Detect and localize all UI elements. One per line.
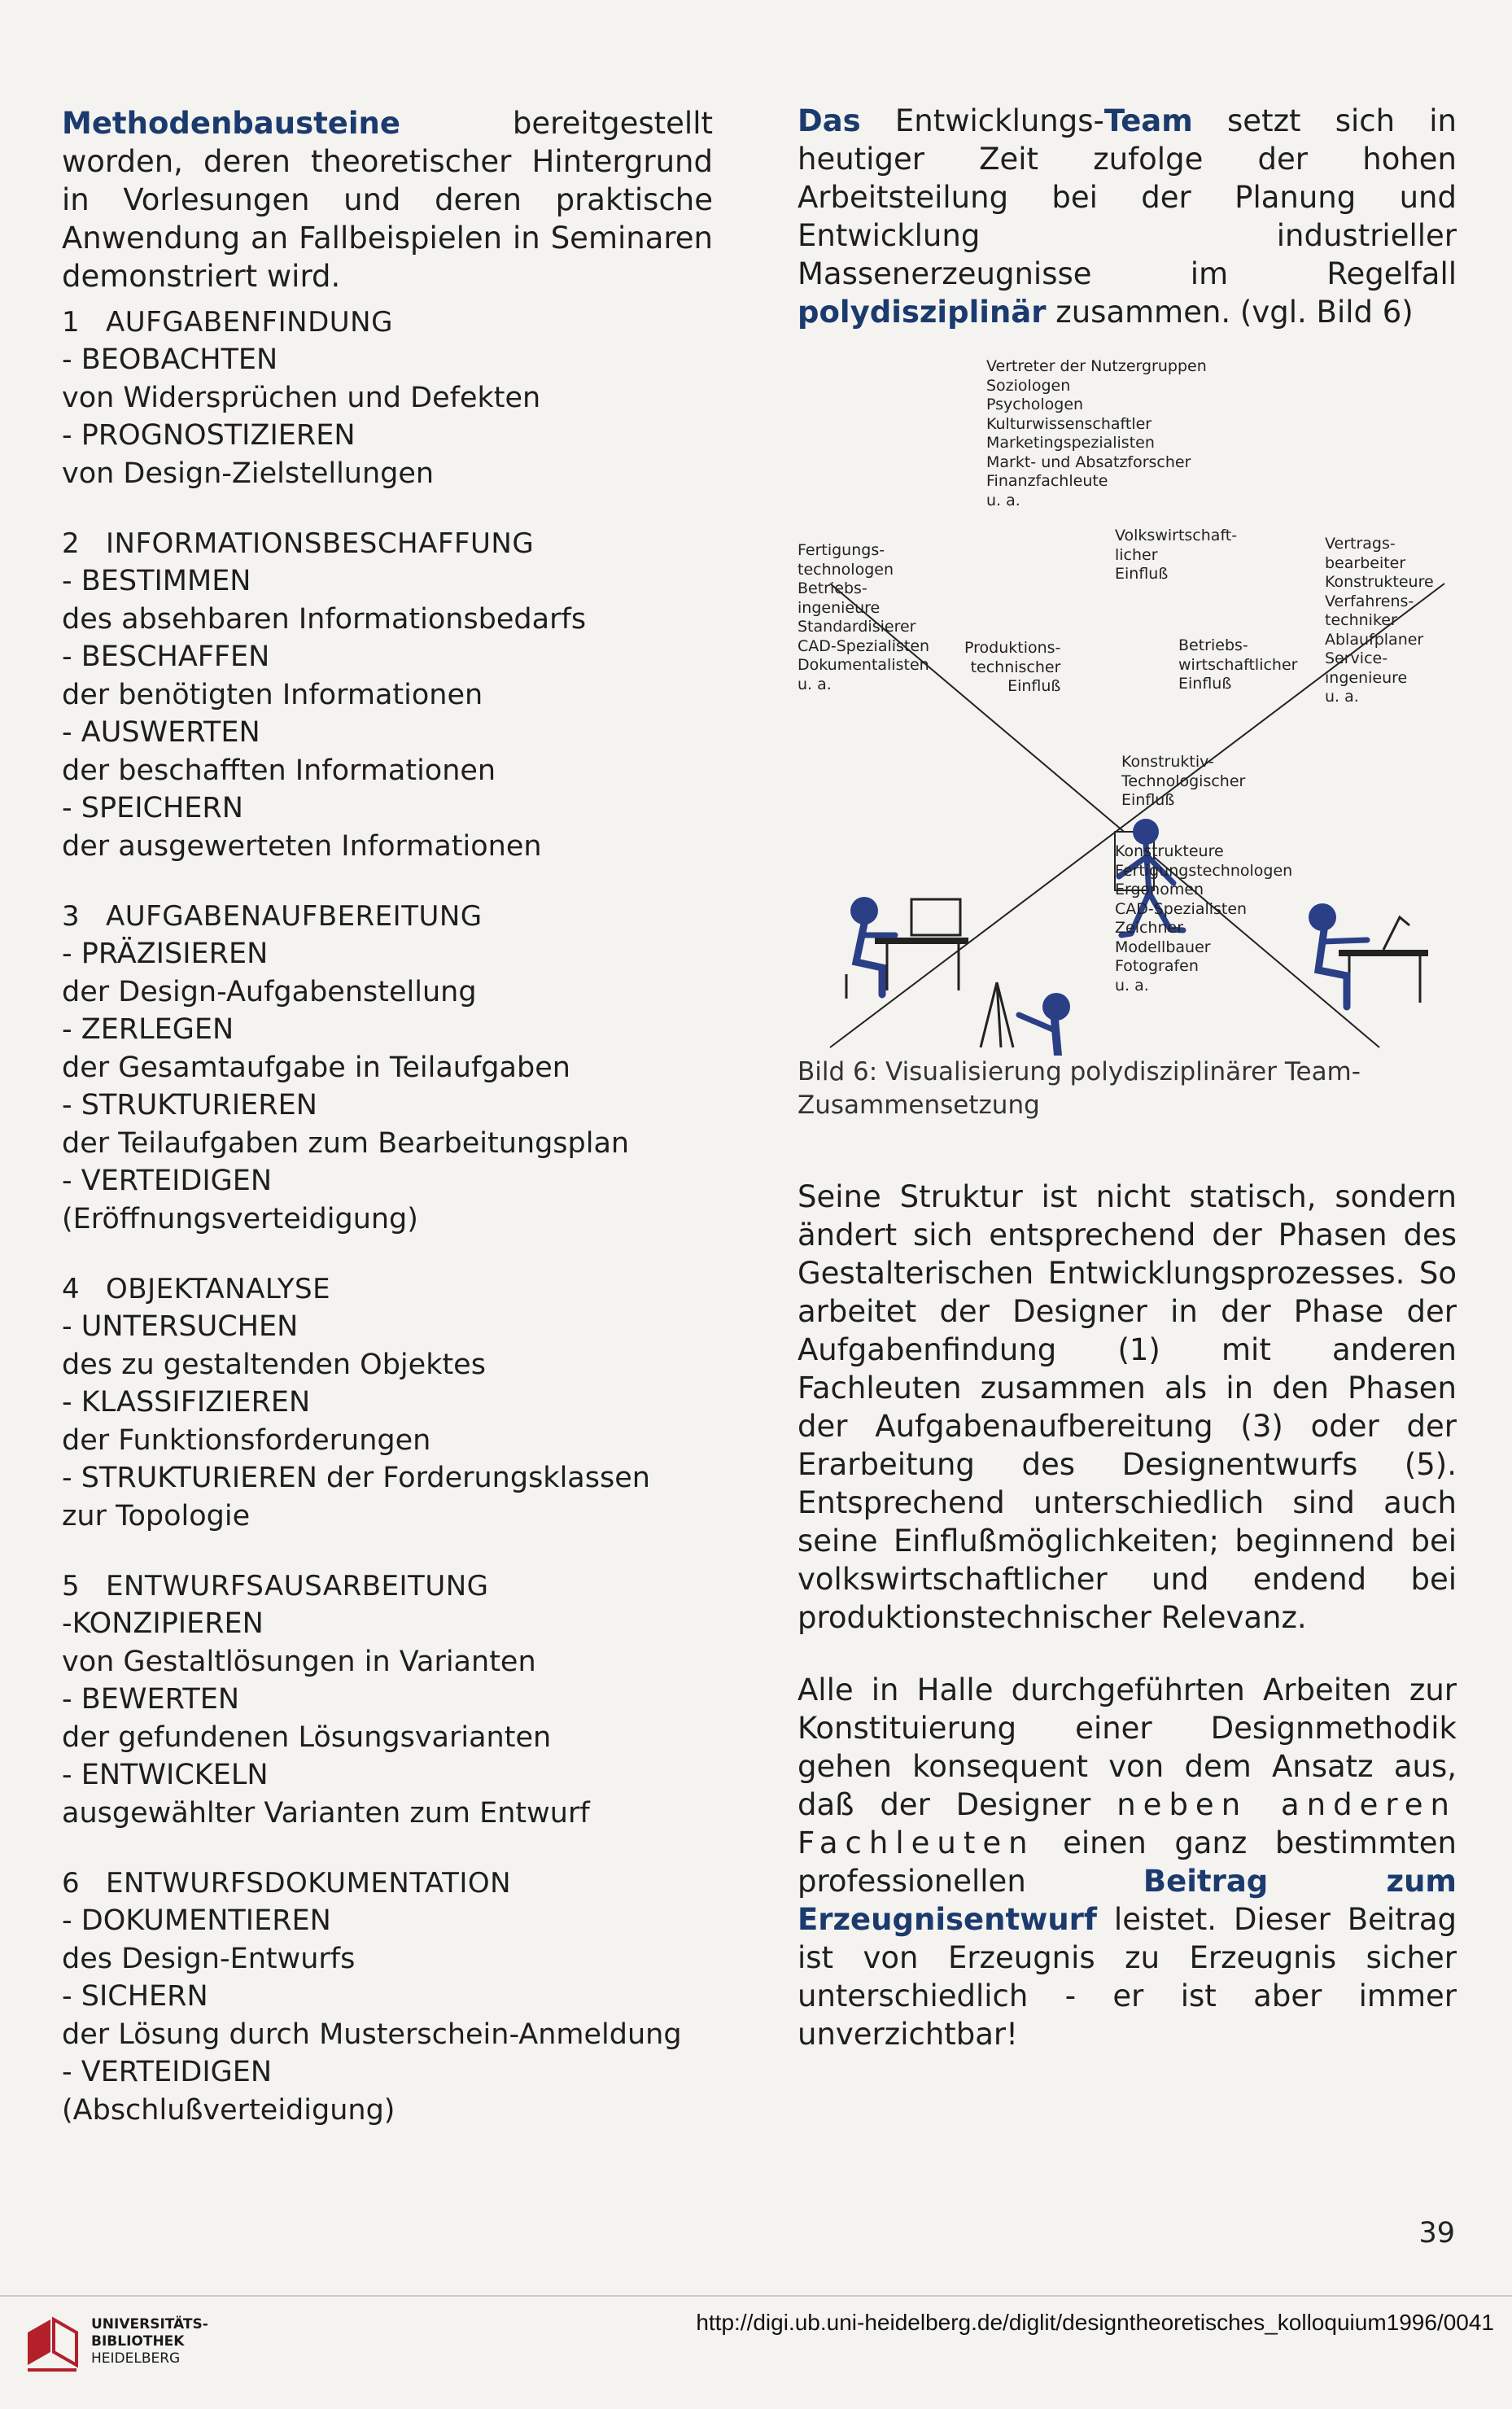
footer-divider	[0, 2295, 1512, 2297]
step-line: - PROGNOSTIZIEREN	[62, 419, 356, 452]
step-heading: ENTWURFSAUSARBEITUNG	[106, 1570, 489, 1602]
desk-worker-right-icon	[1309, 903, 1428, 1007]
body-text: zusammen. (vgl. Bild 6)	[1046, 295, 1414, 330]
desk-worker-left-icon	[846, 897, 968, 999]
step-line: - PRÄZISIEREN	[62, 938, 269, 970]
step-line: des zu gestaltenden Objektes	[62, 1348, 486, 1381]
right-column	[798, 102, 1457, 2053]
step-line: - DOKUMENTIEREN	[62, 1904, 331, 1937]
influence-business: Betriebs- wirtschaftlicher Einfluß	[1178, 636, 1298, 693]
step-line: - AUSWERTEN	[62, 716, 260, 749]
design-experts-group: Konstrukteure Fertigungstechnologen Ergonomen CAD-Spezialisten Zeichner Modellbauer Fotografen u. a.	[1115, 842, 1293, 995]
step-6	[62, 1865, 713, 2129]
page-number: 39	[1418, 2217, 1455, 2249]
source-url-link[interactable]: http://digi.ub.uni-heidelberg.de/diglit/designtheoretisches_kolloquium1996/0041	[696, 2310, 1494, 2335]
body-text: Alle in Halle durchgeführten Arbeiten zur Konstituierung einer Designmethodik gehen konsequent von dem Ansatz aus, daß der Designer	[798, 1672, 1457, 1822]
step-title	[62, 898, 713, 935]
step-line: - STRUKTURIEREN	[62, 1089, 317, 1121]
step-line: - STRUKTURIEREN der Forderungsklassen	[62, 1462, 650, 1494]
step-line: (Eröffnungsverteidigung)	[62, 1202, 418, 1235]
step-line: von Gestaltlösungen in Varianten	[62, 1645, 536, 1678]
body-text: setzt sich in heutiger Zeit zufolge der hohen Arbeitsteilung bei der Planung und Entwicklung industrieller Massenerzeugnisse im Regelfall	[798, 103, 1457, 291]
library-line: HEIDELBERG	[91, 2350, 181, 2367]
step-line: von Design-Zielstellungen	[62, 457, 435, 490]
library-line: UNIVERSITÄTS-	[91, 2316, 208, 2332]
business-experts-group: Vertrags- bearbeiter Konstrukteure Verfahrens- techniker Ablaufplaner Service- ingenieure u. a.	[1325, 535, 1434, 706]
step-number: 5	[62, 1570, 81, 1602]
step-line: - UNTERSUCHEN	[62, 1310, 299, 1343]
step-line: der Funktionsforderungen	[62, 1423, 431, 1457]
body-text: leistet. Dieser Beitrag ist von Erzeugnis zu Erzeugnis sicher unterschiedlich - er ist aber immer unverzichtbar!	[798, 1902, 1457, 2052]
body-text: Entwicklungs-	[860, 103, 1104, 138]
intro-paragraph	[62, 104, 713, 295]
step-heading: AUFGABENFINDUNG	[106, 306, 393, 339]
user-representatives-group: Vertreter der Nutzergruppen Soziologen Psychologen Kulturwissenschaftler Marketingspezialisten Markt- und Absatzforscher Finanzfachleute u. a.	[986, 357, 1207, 509]
step-line: der gefundenen Lösungsvarianten	[62, 1720, 552, 1754]
step-title	[62, 1865, 713, 1902]
step-line: - BEOBACHTEN	[62, 343, 278, 376]
halle-paragraph	[798, 1671, 1457, 2053]
step-line: des Design-Entwurfs	[62, 1942, 356, 1975]
step-5	[62, 1567, 713, 1832]
bold-text: polydisziplinär	[798, 295, 1047, 330]
step-title	[62, 1270, 713, 1308]
step-1	[62, 304, 713, 492]
step-line: - BESTIMMEN	[62, 565, 251, 597]
step-number: 2	[62, 527, 81, 560]
step-heading: AUFGABENAUFBEREITUNG	[106, 900, 483, 933]
step-title	[62, 525, 713, 562]
intro-text: bereitgestellt worden, deren theoretischer Hintergrund in Vorlesungen und deren praktische Anwendung an Fallbeispielen in Seminaren demonstriert wird.	[62, 106, 713, 294]
step-line: (Abschlußverteidigung)	[62, 2093, 395, 2127]
step-line: der benötigten Informationen	[62, 678, 483, 711]
step-line: -KONZIPIEREN	[62, 1607, 264, 1640]
step-4	[62, 1270, 713, 1535]
step-number: 6	[62, 1867, 81, 1900]
step-line: - SPEICHERN	[62, 792, 243, 824]
step-line: der Design-Aufgabenstellung	[62, 975, 477, 1008]
step-line: zur Topologie	[62, 1499, 251, 1532]
step-line: der ausgewerteten Informationen	[62, 829, 542, 863]
step-heading: ENTWURFSDOKUMENTATION	[106, 1867, 512, 1900]
structure-paragraph: Seine Struktur ist nicht statisch, sondern ändert sich entsprechend der Phasen des Gestalterischen Entwicklungsprozesses. So arbeitet der Designer in der Phase der Aufgabenfindung (1) mit anderen Fachleuten zusammen als in den Phasen der Aufgabenaufbereitung (3) oder der Erarbeitung des Designentwurfs (5). Entsprechend unterschiedlich sind auch seine Einflußmöglichkeiten; beginnend bei volkswirtschaftlicher und endend bei produktionstechnischer Relevanz.	[798, 1179, 1457, 1635]
body-text: einen ganz bestimmten professionellen	[798, 1825, 1457, 1899]
step-title	[62, 304, 713, 341]
paragraph-gap	[798, 1637, 1457, 1671]
step-number: 4	[62, 1273, 81, 1305]
step-line: der Gesamtaufgabe in Teilaufgaben	[62, 1051, 570, 1084]
step-number: 3	[62, 900, 81, 933]
step-line: - VERTEIDIGEN	[62, 1165, 273, 1197]
figure-caption: Bild 6: Visualisierung polydisziplinärer Team-Zusammensetzung	[798, 1057, 1361, 1120]
step-line: - KLASSIFIZIEREN	[62, 1386, 311, 1419]
step-line: der Lösung durch Musterschein-Anmeldung	[62, 2018, 682, 2051]
step-line: - BESCHAFFEN	[62, 641, 270, 673]
step-line: - ZERLEGEN	[62, 1013, 234, 1046]
modelmaker-figure-icon	[981, 982, 1070, 1056]
step-2	[62, 525, 713, 865]
step-line: - ENTWICKELN	[62, 1759, 269, 1791]
step-line: des absehbaren Informationsbedarfs	[62, 602, 587, 636]
step-line: - VERTEIDIGEN	[62, 2056, 273, 2088]
step-line: - BEWERTEN	[62, 1683, 240, 1716]
step-number: 1	[62, 306, 81, 339]
bold-text: Beitrag zum Erzeugnisentwurf	[798, 1864, 1457, 1937]
spaced-text: neben anderen Fachleuten	[798, 1787, 1457, 1860]
influence-economic: Volkswirtschaft- licher Einfluß	[1115, 527, 1238, 583]
step-line: von Widersprüchen und Defekten	[62, 381, 541, 414]
step-line: der Teilaufgaben zum Bearbeitungsplan	[62, 1126, 630, 1160]
influence-production: Produktions- technischer Einfluß	[964, 639, 1061, 695]
bold-text: Team	[1103, 103, 1193, 138]
step-line: - SICHERN	[62, 1980, 208, 2013]
step-heading: OBJEKTANALYSE	[106, 1273, 331, 1305]
left-column	[62, 104, 713, 2162]
step-3	[62, 898, 713, 1238]
influence-technological: Konstruktiv- Technologischer Einfluß	[1121, 753, 1246, 809]
step-heading: INFORMATIONSBESCHAFFUNG	[106, 527, 535, 560]
step-line: ausgewählter Varianten zum Entwurf	[62, 1796, 590, 1830]
library-line: BIBLIOTHEK	[91, 2333, 185, 2350]
production-experts-group: Fertigungs- technologen Betriebs- ingenieure Standardisierer CAD-Spezialisten Dokumentalisten u. a.	[798, 541, 930, 693]
team-paragraph	[798, 102, 1457, 331]
intro-bold: Methodenbausteine	[62, 106, 400, 141]
bold-text: Das	[798, 103, 861, 138]
step-title	[62, 1567, 713, 1605]
university-library-logo-icon	[18, 2308, 86, 2376]
library-name	[91, 2316, 208, 2367]
team-diagram	[798, 356, 1457, 1056]
step-line: der beschafften Informationen	[62, 754, 496, 787]
